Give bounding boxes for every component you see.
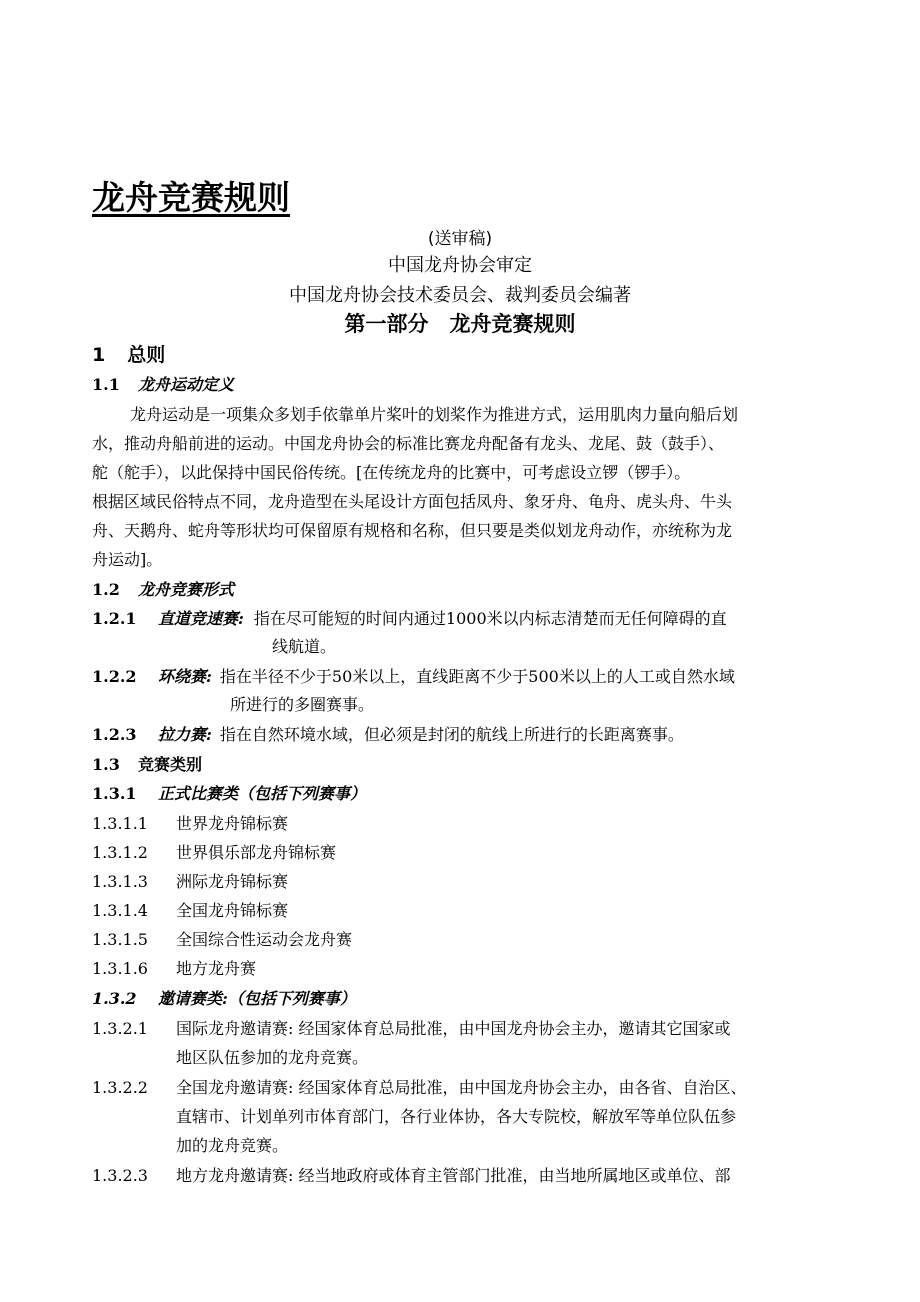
item-number: 1.2.3 [92, 725, 137, 744]
list-item [92, 840, 336, 863]
item-text: 指在尽可能短的时间内通过1000米以内标志清楚而无任何障碍的直 [253, 609, 727, 628]
section-1-1-heading [92, 372, 234, 395]
list-item [92, 869, 288, 892]
item-continuation: 线航道。 [272, 637, 337, 656]
item-continuation: 加的龙舟竞赛。 [176, 1136, 289, 1155]
section-1-3-2-heading [92, 986, 356, 1009]
section-title: 正式比赛类（包括下列赛事） [158, 784, 367, 803]
paragraph-line: 舟、天鹅舟、蛇舟等形状均可保留原有规格和名称，但只要是类似划龙舟动作，亦统称为龙 [92, 521, 733, 540]
section-title: 邀请赛类:（包括下列赛事） [158, 989, 356, 1008]
section-1-3-heading [92, 752, 202, 775]
item-term: 拉力赛: [158, 725, 212, 744]
list-item [92, 1163, 730, 1186]
item-text: 全国龙舟锦标赛 [176, 901, 289, 920]
item-continuation: 所进行的多圈赛事。 [230, 695, 375, 714]
item-number: 1.3.1.1 [92, 814, 148, 833]
section-number: 1 [92, 344, 106, 366]
item-number: 1.3.1.3 [92, 872, 148, 891]
list-item [92, 898, 288, 921]
section-title: 龙舟运动定义 [138, 375, 235, 394]
list-item [92, 606, 727, 629]
list-item [92, 927, 352, 950]
section-number: 1.3.1 [92, 784, 137, 803]
paragraph-line: 舟运动]。 [92, 550, 163, 569]
paragraph-line: 水，推动舟船前进的运动。中国龙舟协会的标准比赛龙舟配备有龙头、龙尾、鼓（鼓手）、 [92, 434, 725, 453]
list-item [92, 956, 256, 979]
list-item [92, 1075, 746, 1098]
item-text: 地方龙舟邀请赛: 经当地政府或体育主管部门批准，由当地所属地区或单位、部 [176, 1166, 731, 1185]
item-number: 1.3.2.1 [92, 1019, 148, 1038]
item-text: 全国龙舟邀请赛: 经国家体育总局批准，由中国龙舟协会主办，由各省、自治区、 [176, 1078, 747, 1097]
item-continuation: 地区队伍参加的龙舟竞赛。 [176, 1048, 369, 1067]
paragraph-line: 舵（舵手），以此保持中国民俗传统。[在传统龙舟的比赛中，可考虑设立锣（锣手）。 [92, 463, 691, 482]
list-item [92, 811, 288, 834]
item-text: 指在半径不少于50米以上，直线距离不少于500米以上的人工或自然水域 [219, 667, 735, 686]
item-text: 全国综合性运动会龙舟赛 [176, 930, 353, 949]
approval-line: 中国龙舟协会审定 [388, 255, 532, 276]
section-number: 1.2 [92, 580, 120, 599]
list-item [92, 1016, 730, 1039]
item-text: 国际龙舟邀请赛: 经国家体育总局批准，由中国龙舟协会主办，邀请其它国家或 [176, 1019, 731, 1038]
item-number: 1.2.2 [92, 667, 137, 686]
section-number: 1.3 [92, 755, 120, 774]
section-number: 1.3.2 [92, 989, 137, 1008]
item-number: 1.3.2.3 [92, 1166, 148, 1185]
section-1-2-heading [92, 577, 234, 600]
item-continuation: 直辖市、计划单列市体育部门，各行业体协，各大专院校，解放军等单位队伍参 [176, 1107, 737, 1126]
item-number: 1.3.1.2 [92, 843, 148, 862]
section-title: 竞赛类别 [138, 755, 203, 774]
list-item [92, 664, 735, 687]
section-title: 龙舟竞赛形式 [138, 580, 235, 599]
item-text: 世界俱乐部龙舟锦标赛 [176, 843, 337, 862]
item-text: 地方龙舟赛 [176, 959, 257, 978]
authors-line: 中国龙舟协会技术委员会、裁判委员会编著 [289, 285, 631, 306]
item-number: 1.3.2.2 [92, 1078, 148, 1097]
document-title: 龙舟竞赛规则 [92, 178, 290, 217]
section-number: 1.1 [92, 375, 120, 394]
list-item [92, 722, 684, 745]
part-title: 第一部分 龙舟竞赛规则 [344, 312, 576, 336]
item-number: 1.3.1.4 [92, 901, 148, 920]
paragraph-line: 根据区域民俗特点不同，龙舟造型在头尾设计方面包括凤舟、象牙舟、龟舟、虎头舟、牛头 [92, 492, 733, 511]
item-term: 直道竞速赛: [158, 609, 244, 628]
item-number: 1.3.1.5 [92, 930, 148, 949]
item-number: 1.2.1 [92, 609, 137, 628]
draft-note: (送审稿) [427, 229, 493, 249]
item-term: 环绕赛: [158, 667, 212, 686]
item-number: 1.3.1.6 [92, 959, 148, 978]
paragraph-line: 龙舟运动是一项集众多划手依靠单片桨叶的划桨作为推进方式，运用肌肉力量向船后划 [130, 405, 739, 424]
section-1-3-1-heading [92, 781, 366, 804]
item-text: 世界龙舟锦标赛 [176, 814, 289, 833]
section-1-heading [92, 340, 165, 367]
section-title: 总则 [127, 344, 166, 366]
item-text: 洲际龙舟锦标赛 [176, 872, 289, 891]
item-text: 指在自然环境水域，但必须是封闭的航线上所进行的长距离赛事。 [219, 725, 684, 744]
